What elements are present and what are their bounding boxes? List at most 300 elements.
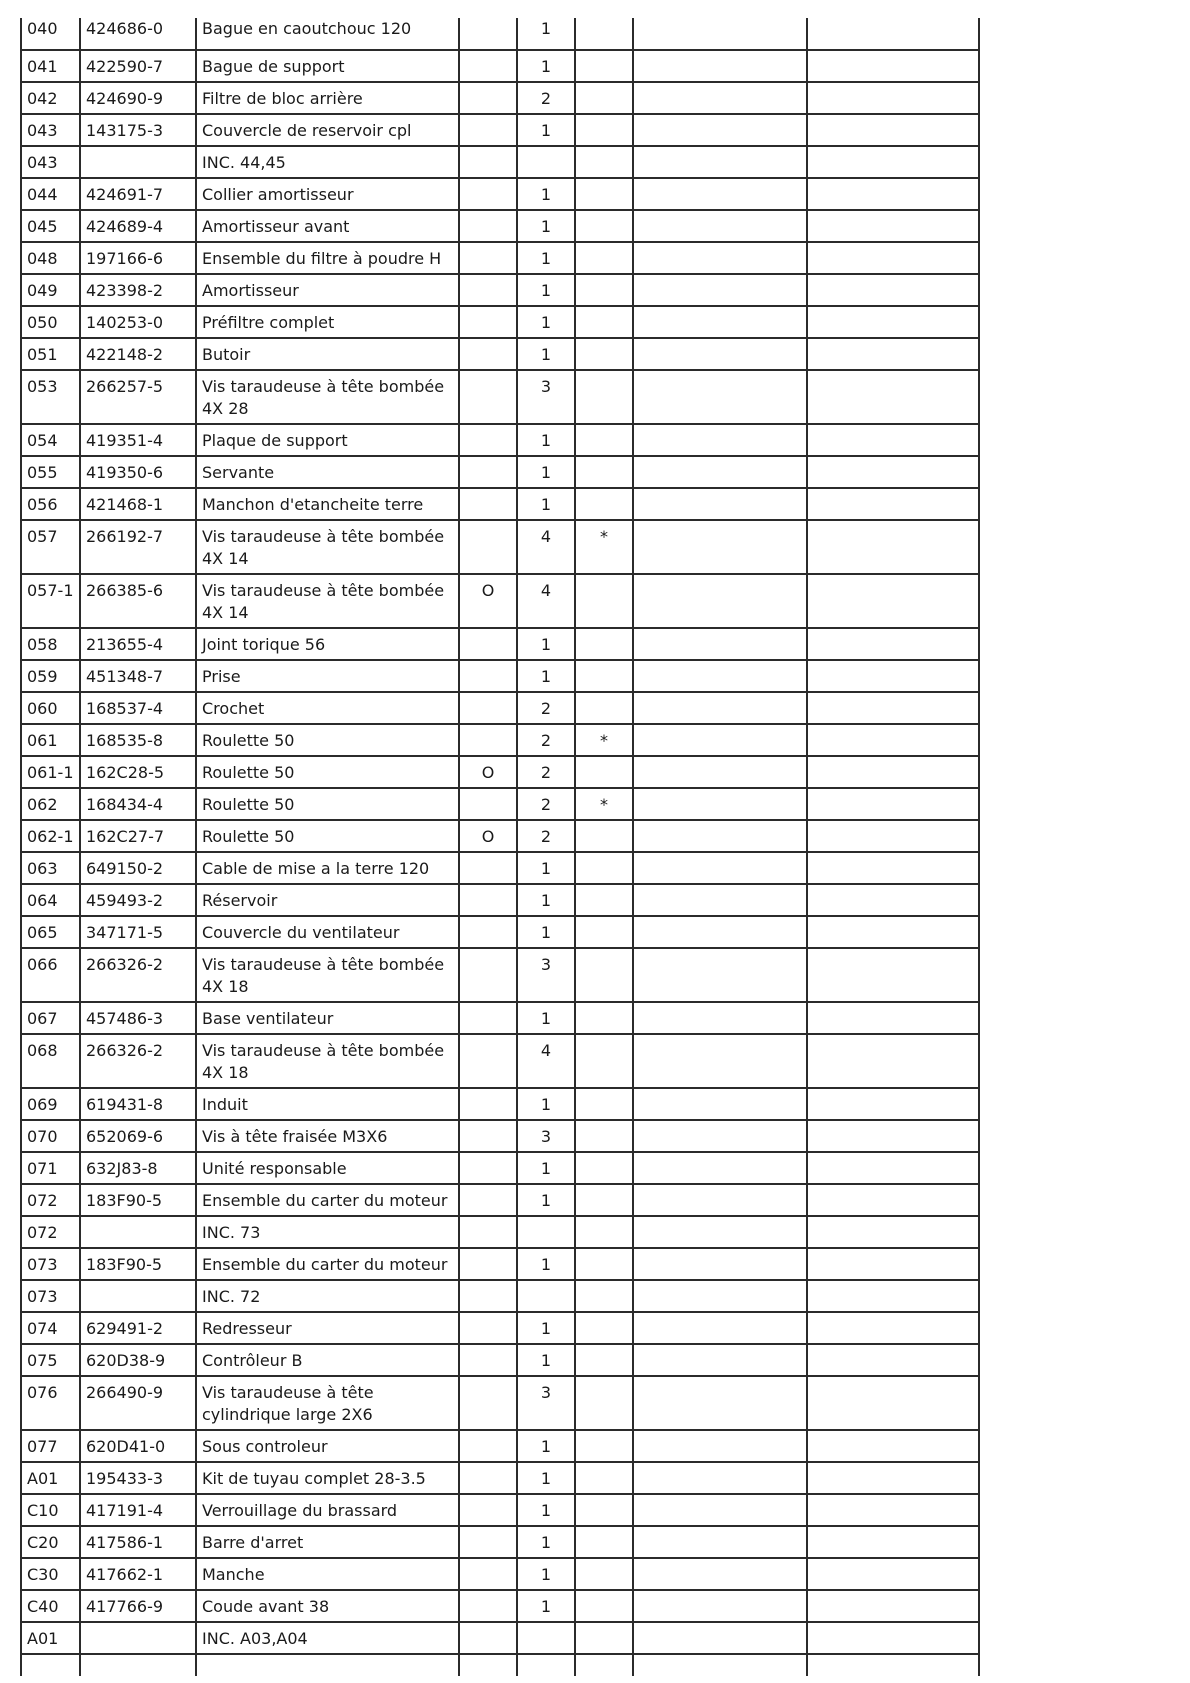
item-number-cell: 075 [21,1344,80,1376]
quantity-cell: 1 [517,1494,575,1526]
option-cell [459,1526,517,1558]
blank-cell [633,692,807,724]
description-cell: Bague en caoutchouc 120 [196,18,459,50]
option-cell [459,1152,517,1184]
part-number-cell: 419350-6 [80,456,196,488]
table-row [21,82,979,114]
blank-cell [633,1344,807,1376]
note-mark-cell [575,1312,633,1344]
table-row [21,1430,979,1462]
blank-cell [807,178,979,210]
item-number-cell: A01 [21,1622,80,1654]
description-cell: Vis taraudeuse à tête bombée 4X 18 [196,948,459,1002]
blank-cell [633,242,807,274]
quantity-cell: 1 [517,488,575,520]
blank-cell [633,1558,807,1590]
note-mark-cell [575,178,633,210]
part-number-cell: 266257-5 [80,370,196,424]
part-number-cell [80,146,196,178]
note-mark-cell [575,1622,633,1654]
part-number-cell: 451348-7 [80,660,196,692]
quantity-cell: 1 [517,178,575,210]
note-mark-cell [575,306,633,338]
table-row [21,1494,979,1526]
quantity-cell: 1 [517,1590,575,1622]
item-number-cell: 070 [21,1120,80,1152]
blank-cell [807,114,979,146]
note-mark-cell [575,1430,633,1462]
option-cell [459,424,517,456]
blank-cell [807,884,979,916]
option-cell [459,692,517,724]
parts-list-table [20,18,980,1676]
quantity-cell: 2 [517,82,575,114]
option-cell [459,1280,517,1312]
note-mark-cell [575,210,633,242]
note-mark-cell [575,1120,633,1152]
note-mark-cell [575,1462,633,1494]
table-row [21,1622,979,1654]
table-row [21,1590,979,1622]
note-mark-cell [575,18,633,50]
table-row [21,50,979,82]
item-number-cell: 042 [21,82,80,114]
table-row [21,1002,979,1034]
option-cell [459,210,517,242]
item-number-cell: 061-1 [21,756,80,788]
note-mark-cell [575,1344,633,1376]
note-mark-cell [575,1590,633,1622]
description-cell: Bague de support [196,50,459,82]
item-number-cell: 057 [21,520,80,574]
table-row [21,628,979,660]
blank-cell [807,628,979,660]
note-mark-cell: * [575,724,633,756]
description-cell: Vis taraudeuse à tête bombée 4X 28 [196,370,459,424]
option-cell [459,114,517,146]
blank-cell [633,1526,807,1558]
item-number-cell: 063 [21,852,80,884]
quantity-cell: 1 [517,1430,575,1462]
blank-cell [633,1590,807,1622]
note-mark-cell [575,146,633,178]
part-number-cell: 620D38-9 [80,1344,196,1376]
table-row [21,820,979,852]
part-number-cell: 632J83-8 [80,1152,196,1184]
note-mark-cell [575,756,633,788]
blank-cell [807,82,979,114]
blank-cell [633,948,807,1002]
blank-cell [633,1184,807,1216]
table-row [21,1462,979,1494]
blank-cell [633,1462,807,1494]
option-cell [459,660,517,692]
table-row [21,724,979,756]
table-row [21,1152,979,1184]
part-number-cell: 168535-8 [80,724,196,756]
part-number-cell: 168434-4 [80,788,196,820]
blank-cell [807,1494,979,1526]
table-row [21,692,979,724]
part-number-cell: 417191-4 [80,1494,196,1526]
blank-cell [807,1034,979,1088]
note-mark-cell: * [575,788,633,820]
note-mark-cell [575,1494,633,1526]
blank-cell [633,574,807,628]
note-mark-cell [575,1248,633,1280]
note-mark-cell [575,1280,633,1312]
item-number-cell: 054 [21,424,80,456]
item-number-cell: 050 [21,306,80,338]
item-number-cell: 076 [21,1376,80,1430]
blank-cell [633,788,807,820]
description-cell: Butoir [196,338,459,370]
option-cell [459,82,517,114]
option-cell [459,1088,517,1120]
option-cell [459,1312,517,1344]
blank-cell [633,488,807,520]
quantity-cell: 2 [517,692,575,724]
note-mark-cell: * [575,520,633,574]
part-number-cell: 457486-3 [80,1002,196,1034]
blank-cell [807,306,979,338]
note-mark-cell [575,574,633,628]
table-row [21,1558,979,1590]
table-row [21,1216,979,1248]
option-cell [459,520,517,574]
blank-cell [633,1430,807,1462]
part-number-cell: 347171-5 [80,916,196,948]
item-number-cell: 057-1 [21,574,80,628]
option-cell [459,1462,517,1494]
option-cell [459,50,517,82]
option-cell [459,916,517,948]
option-cell [459,1654,517,1676]
part-number-cell: 168537-4 [80,692,196,724]
quantity-cell: 1 [517,1152,575,1184]
blank-cell [807,242,979,274]
option-cell [459,1002,517,1034]
part-number-cell: 424689-4 [80,210,196,242]
part-number-cell: 649150-2 [80,852,196,884]
item-number-cell: 062-1 [21,820,80,852]
item-number-cell: 060 [21,692,80,724]
note-mark-cell [575,1034,633,1088]
blank-cell [807,1280,979,1312]
blank-cell [633,456,807,488]
description-cell: Joint torique 56 [196,628,459,660]
blank-cell [807,948,979,1002]
description-cell: Manchon d'etancheite terre [196,488,459,520]
item-number-cell: C20 [21,1526,80,1558]
part-number-cell: 424690-9 [80,82,196,114]
option-cell [459,1558,517,1590]
option-cell [459,1430,517,1462]
blank-cell [633,50,807,82]
item-number-cell: C40 [21,1590,80,1622]
option-cell [459,724,517,756]
table-row [21,1184,979,1216]
quantity-cell: 3 [517,1376,575,1430]
parts-table-body [21,18,979,1676]
note-mark-cell [575,1184,633,1216]
option-cell [459,948,517,1002]
part-number-cell [80,1280,196,1312]
blank-cell [807,1216,979,1248]
blank-cell [633,1654,807,1676]
quantity-cell: 1 [517,1248,575,1280]
description-cell: INC. A03,A04 [196,1622,459,1654]
description-cell: Plaque de support [196,424,459,456]
option-cell [459,306,517,338]
item-number-cell: 049 [21,274,80,306]
note-mark-cell [575,692,633,724]
note-mark-cell [575,82,633,114]
blank-cell [807,424,979,456]
quantity-cell: 4 [517,1034,575,1088]
quantity-cell [517,1280,575,1312]
blank-cell [807,274,979,306]
quantity-cell: 2 [517,820,575,852]
option-cell [459,1494,517,1526]
note-mark-cell [575,1002,633,1034]
part-number-cell: 422148-2 [80,338,196,370]
blank-cell [633,1088,807,1120]
blank-cell [807,1002,979,1034]
option-cell [459,1344,517,1376]
table-row [21,1526,979,1558]
quantity-cell: 1 [517,456,575,488]
blank-cell [807,852,979,884]
table-row [21,1376,979,1430]
option-cell [459,1248,517,1280]
blank-cell [807,18,979,50]
quantity-cell: 1 [517,660,575,692]
table-row [21,852,979,884]
blank-cell [807,820,979,852]
note-mark-cell [575,274,633,306]
description-cell: INC. 73 [196,1216,459,1248]
option-cell [459,146,517,178]
table-row [21,488,979,520]
part-number-cell: 266326-2 [80,948,196,1002]
item-number-cell: 073 [21,1248,80,1280]
item-number-cell: 058 [21,628,80,660]
blank-cell [633,1622,807,1654]
item-number-cell: 066 [21,948,80,1002]
table-row [21,756,979,788]
table-row [21,456,979,488]
note-mark-cell [575,1152,633,1184]
option-cell: O [459,756,517,788]
blank-cell [633,82,807,114]
option-cell [459,1376,517,1430]
item-number-cell [21,1654,80,1676]
description-cell: Vis taraudeuse à tête bombée 4X 14 [196,520,459,574]
option-cell [459,1622,517,1654]
part-number-cell: 459493-2 [80,884,196,916]
blank-cell [807,788,979,820]
table-row [21,242,979,274]
description-cell: Crochet [196,692,459,724]
quantity-cell: 4 [517,520,575,574]
blank-cell [807,1184,979,1216]
table-row [21,916,979,948]
item-number-cell: 069 [21,1088,80,1120]
note-mark-cell [575,488,633,520]
table-row [21,1088,979,1120]
description-cell: Unité responsable [196,1152,459,1184]
part-number-cell: 419351-4 [80,424,196,456]
blank-cell [807,756,979,788]
description-cell: Couvercle du ventilateur [196,916,459,948]
option-cell [459,852,517,884]
description-cell: Ensemble du carter du moteur [196,1248,459,1280]
description-cell: Réservoir [196,884,459,916]
quantity-cell [517,1216,575,1248]
table-row [21,178,979,210]
blank-cell [807,370,979,424]
blank-cell [807,660,979,692]
table-row [21,146,979,178]
description-cell: Roulette 50 [196,788,459,820]
quantity-cell: 1 [517,338,575,370]
item-number-cell: 048 [21,242,80,274]
table-row [21,1034,979,1088]
description-cell: Couvercle de reservoir cpl [196,114,459,146]
item-number-cell: A01 [21,1462,80,1494]
part-number-cell: 266326-2 [80,1034,196,1088]
part-number-cell: 183F90-5 [80,1184,196,1216]
quantity-cell: 1 [517,1002,575,1034]
table-row [21,18,979,50]
table-row [21,520,979,574]
blank-cell [633,1494,807,1526]
blank-cell [807,1558,979,1590]
table-row [21,1248,979,1280]
note-mark-cell [575,370,633,424]
table-row [21,274,979,306]
item-number-cell: 072 [21,1184,80,1216]
table-row [21,1654,979,1676]
blank-cell [633,338,807,370]
blank-cell [633,520,807,574]
description-cell: INC. 44,45 [196,146,459,178]
quantity-cell: 4 [517,574,575,628]
item-number-cell: 062 [21,788,80,820]
quantity-cell: 1 [517,1462,575,1494]
description-cell: Barre d'arret [196,1526,459,1558]
description-cell: Sous controleur [196,1430,459,1462]
part-number-cell: 266192-7 [80,520,196,574]
description-cell: Amortisseur avant [196,210,459,242]
blank-cell [807,916,979,948]
note-mark-cell [575,628,633,660]
part-number-cell: 143175-3 [80,114,196,146]
description-cell: Vis taraudeuse à tête bombée 4X 18 [196,1034,459,1088]
description-cell: Vis à tête fraisée M3X6 [196,1120,459,1152]
quantity-cell: 1 [517,1526,575,1558]
table-row [21,370,979,424]
note-mark-cell [575,948,633,1002]
quantity-cell [517,1654,575,1676]
table-row [21,1120,979,1152]
option-cell [459,338,517,370]
note-mark-cell [575,338,633,370]
quantity-cell: 1 [517,274,575,306]
blank-cell [633,146,807,178]
blank-cell [807,1152,979,1184]
table-row [21,574,979,628]
blank-cell [807,1344,979,1376]
part-number-cell: 417766-9 [80,1590,196,1622]
quantity-cell: 1 [517,1558,575,1590]
quantity-cell: 3 [517,370,575,424]
blank-cell [807,1120,979,1152]
option-cell [459,1216,517,1248]
item-number-cell: 041 [21,50,80,82]
description-cell: Prise [196,660,459,692]
blank-cell [633,1216,807,1248]
option-cell: O [459,820,517,852]
blank-cell [807,1376,979,1430]
blank-cell [633,210,807,242]
part-number-cell: 266385-6 [80,574,196,628]
blank-cell [633,820,807,852]
table-row [21,424,979,456]
option-cell [459,178,517,210]
part-number-cell: 424686-0 [80,18,196,50]
note-mark-cell [575,660,633,692]
option-cell [459,456,517,488]
blank-cell [633,660,807,692]
blank-cell [807,488,979,520]
item-number-cell: 059 [21,660,80,692]
blank-cell [633,1002,807,1034]
blank-cell [807,338,979,370]
part-number-cell: 423398-2 [80,274,196,306]
item-number-cell: 074 [21,1312,80,1344]
quantity-cell: 1 [517,1184,575,1216]
description-cell: Vis taraudeuse à tête bombée 4X 14 [196,574,459,628]
item-number-cell: C10 [21,1494,80,1526]
blank-cell [633,370,807,424]
item-number-cell: 056 [21,488,80,520]
note-mark-cell [575,1376,633,1430]
description-cell: Amortisseur [196,274,459,306]
table-row [21,114,979,146]
description-cell: Redresseur [196,1312,459,1344]
description-cell: Roulette 50 [196,820,459,852]
part-number-cell: 266490-9 [80,1376,196,1430]
part-number-cell: 422590-7 [80,50,196,82]
item-number-cell: 067 [21,1002,80,1034]
blank-cell [633,274,807,306]
blank-cell [633,916,807,948]
option-cell [459,1034,517,1088]
blank-cell [633,1120,807,1152]
part-number-cell [80,1216,196,1248]
table-row [21,884,979,916]
part-number-cell: 213655-4 [80,628,196,660]
note-mark-cell [575,50,633,82]
quantity-cell: 2 [517,756,575,788]
part-number-cell [80,1622,196,1654]
part-number-cell: 195433-3 [80,1462,196,1494]
blank-cell [633,424,807,456]
item-number-cell: 040 [21,18,80,50]
blank-cell [807,1088,979,1120]
